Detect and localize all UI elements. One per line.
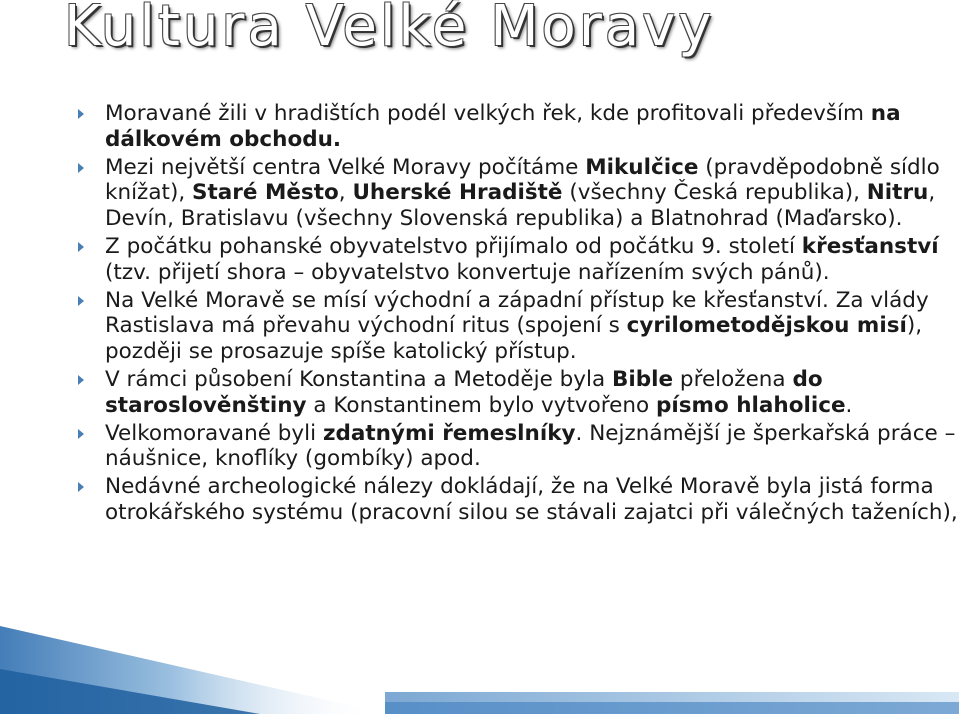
bold-text: písmo hlaholice [655, 392, 846, 418]
text: Moravané žili v hradištích podél velkých řek, kde profitovali především [105, 101, 871, 126]
bold-text: cyrilometodějskou misí [626, 313, 907, 339]
text: Mezi největší centra Velké Moravy počítáme [105, 154, 586, 180]
text: přeložena [673, 366, 793, 392]
bold-text: Uherské Hradiště [352, 180, 563, 206]
text: , Devín, Bratislavu (všechny Slovenská republika) a Blatnohrad (Maďarsko). [105, 180, 936, 231]
text: , [338, 180, 353, 206]
text: Na Velké Moravě se mísí východní a západní přístup ke křesťanství. Za vlády Rastislava má převahu východní ritus (spojení s [105, 287, 929, 339]
text: (tzv. přijetí shora – obyvatelstvo konvertuje nařízením svých pánů). [105, 259, 830, 285]
text: Z počátku pohanské obyvatelstvo přijímalo od počátku 9. století [105, 233, 802, 259]
text: Nedávné archeologické nálezy dokládají, že na Velké Moravě byla jistá forma otrokářského systému (pracovní silou se stávali zajatci při válečných taženích), [105, 474, 958, 525]
bullet-arrow-icon [78, 109, 84, 119]
bold-text: Nitru [866, 180, 929, 206]
text: a Konstantinem bylo vytvořeno [306, 392, 656, 418]
bullet-arrow-icon [78, 242, 84, 252]
bold-text: do staroslověnštiny [105, 366, 823, 418]
bullet-item [78, 367, 958, 418]
bullet-arrow-icon [78, 429, 84, 439]
bullet-list [78, 101, 958, 528]
bullet-item [78, 155, 958, 232]
bullet-item [78, 288, 958, 365]
bold-text: Bible [611, 366, 674, 392]
text: (pravděpodobně sídlo knížat), [105, 154, 940, 206]
bold-text: křesťanství [801, 233, 939, 259]
bullet-item [78, 234, 958, 285]
bullet-item [78, 101, 958, 152]
text: . Nejznámější je šperkařská práce –náušnice, knoflíky (gombíky) apod. [105, 420, 956, 472]
bullet-arrow-icon [78, 163, 84, 173]
bullet-arrow-icon [78, 375, 84, 385]
bullet-item [78, 474, 958, 525]
decorative-wave [0, 574, 959, 714]
bold-text: zdatnými řemeslníky [322, 420, 576, 446]
bold-text: Mikulčice [585, 154, 699, 180]
text: ), později se prosazuje spíše katolický přístup. [105, 313, 923, 364]
bullet-arrow-icon [78, 482, 84, 492]
bold-text: na dálkovém obchodu. [105, 101, 901, 152]
bullet-arrow-icon [78, 296, 84, 306]
text: . [845, 392, 853, 418]
bullet-item [78, 421, 958, 472]
text: (všechny Česká republika), [562, 180, 867, 206]
slide-title: Kultura Velké Moravy [64, 0, 715, 59]
text: Velkomoravané byli [105, 420, 323, 446]
bold-text: Staré Město [192, 180, 339, 206]
text: V rámci působení Konstantina a Metoděje byla [105, 366, 612, 392]
